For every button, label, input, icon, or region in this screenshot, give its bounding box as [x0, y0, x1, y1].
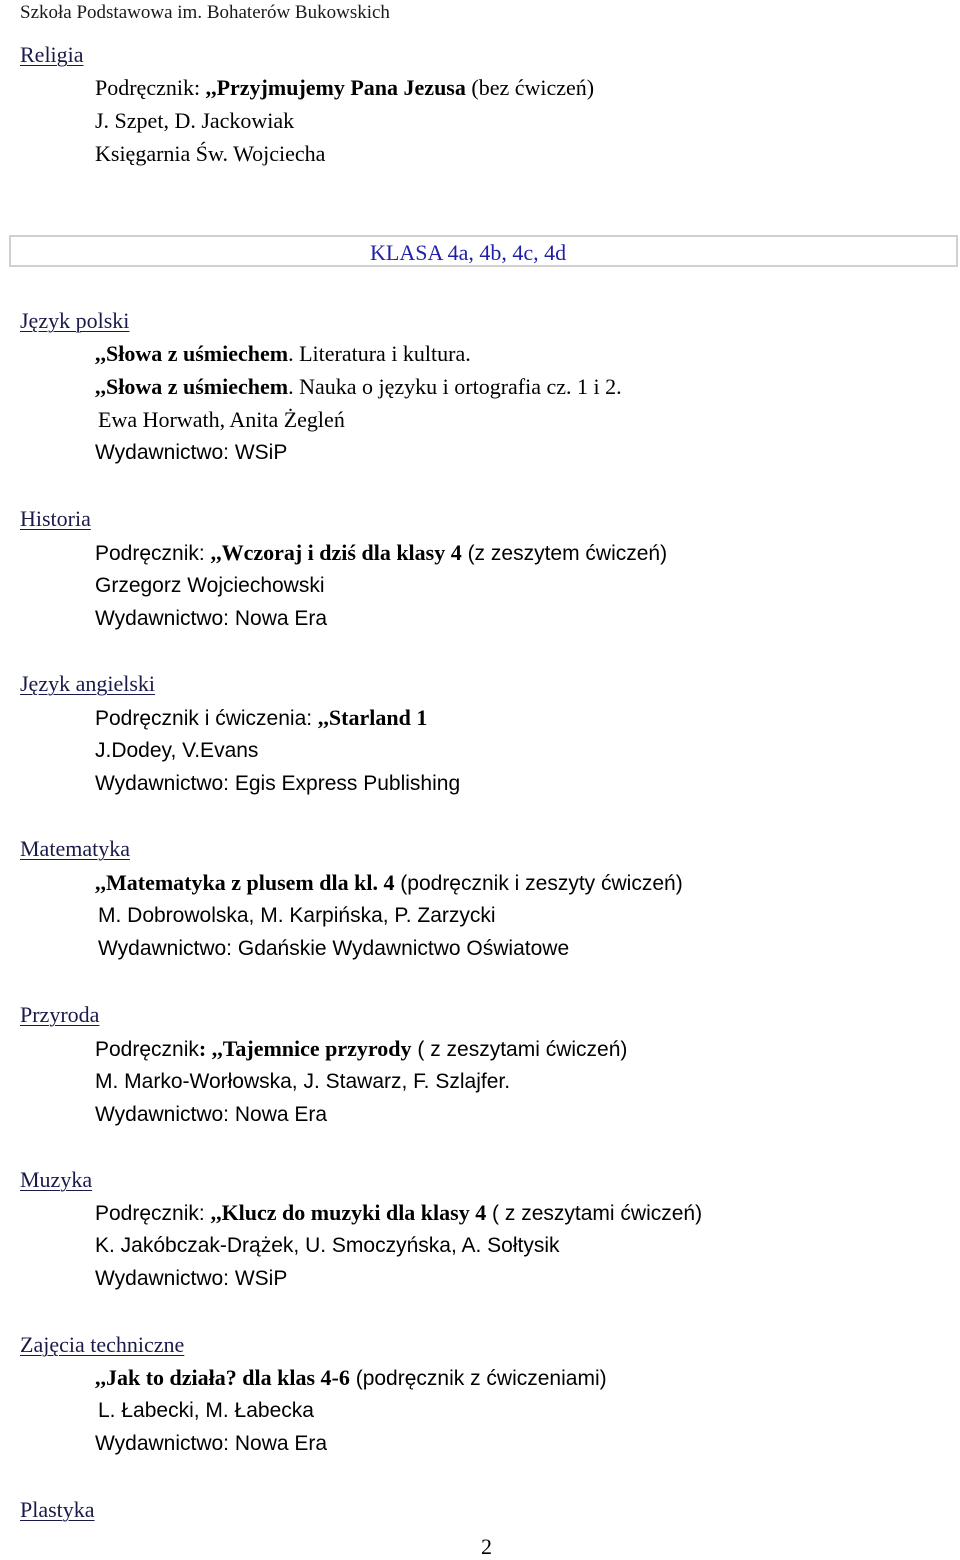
- book-suffix: ( z zeszytami ćwiczeń): [486, 1202, 703, 1225]
- subject-zajecia-techniczne: Zajęcia techniczne: [20, 1332, 185, 1357]
- book-title: ,,Jak to działa? dla klas 4-6: [95, 1365, 350, 1390]
- techniczne-book: [95, 1365, 607, 1392]
- book-title: ,,Matematyka z plusem dla kl. 4: [95, 870, 395, 895]
- techniczne-authors: L. Łabecki, M. Łabecka: [98, 1399, 314, 1422]
- book-title: ,,Przyjmujemy Pana Jezusa: [205, 75, 466, 100]
- book-suffix: (podręcznik i zeszyty ćwiczeń): [394, 872, 683, 895]
- subject-jezyk-polski: Język polski: [20, 308, 130, 333]
- historia-authors: Grzegorz Wojciechowski: [95, 574, 325, 597]
- historia-book: [95, 540, 667, 567]
- book-suffix: (bez ćwiczeń): [465, 75, 595, 100]
- polski-book-2: [95, 374, 622, 400]
- angielski-book: [95, 705, 427, 732]
- subject-historia: Historia: [20, 506, 91, 531]
- matematyka-publisher: Wydawnictwo: Gdańskie Wydawnictwo Oświatowe: [98, 937, 570, 960]
- subject-przyroda: Przyroda: [20, 1002, 100, 1027]
- book-prefix: Podręcznik:: [95, 542, 211, 565]
- page-number: 2: [481, 1534, 492, 1559]
- matematyka-book: [95, 870, 683, 897]
- subject-religia: Religia: [20, 42, 84, 67]
- muzyka-book: [95, 1200, 702, 1227]
- techniczne-publisher: Wydawnictwo: Nowa Era: [95, 1432, 328, 1455]
- book-suffix: (podręcznik z ćwiczeniami): [349, 1367, 607, 1390]
- muzyka-authors: K. Jakóbczak-Drążek, U. Smoczyńska, A. Sołtysik: [95, 1234, 560, 1257]
- book-prefix: Podręcznik:: [95, 1202, 211, 1225]
- book-title: ,,Wczoraj i dziś dla klasy 4: [210, 540, 462, 565]
- subject-jezyk-angielski: Język angielski: [20, 671, 156, 696]
- religia-publisher: Księgarnia Św. Wojciecha: [95, 141, 326, 166]
- matematyka-authors: M. Dobrowolska, M. Karpińska, P. Zarzycki: [98, 904, 496, 927]
- book-title: ,,Klucz do muzyki dla klasy 4: [210, 1200, 487, 1225]
- przyroda-authors: M. Marko-Worłowska, J. Stawarz, F. Szlajfer.: [95, 1070, 511, 1093]
- religia-book: [95, 75, 594, 101]
- przyroda-book: [95, 1036, 627, 1063]
- school-header: Szkoła Podstawowa im. Bohaterów Bukowskich: [20, 2, 390, 23]
- religia-authors: J. Szpet, D. Jackowiak: [95, 108, 295, 133]
- book-suffix: . Literatura i kultura.: [288, 341, 471, 366]
- muzyka-publisher: Wydawnictwo: WSiP: [95, 1267, 288, 1290]
- polski-book-1: [95, 341, 471, 367]
- book-title: ,,Słowa z uśmiechem: [95, 374, 289, 399]
- subject-muzyka: Muzyka: [20, 1167, 93, 1192]
- book-suffix: (z zeszytem ćwiczeń): [461, 542, 668, 565]
- book-title: ,,Słowa z uśmiechem: [95, 341, 289, 366]
- przyroda-publisher: Wydawnictwo: Nowa Era: [95, 1103, 328, 1126]
- polski-authors: Ewa Horwath, Anita Żegleń: [98, 407, 345, 432]
- subject-matematyka: Matematyka: [20, 836, 130, 861]
- subject-plastyka: Plastyka: [20, 1497, 95, 1522]
- angielski-publisher: Wydawnictwo: Egis Express Publishing: [95, 772, 461, 795]
- klasa-title: KLASA 4a, 4b, 4c, 4d: [370, 240, 567, 265]
- book-prefix: Podręcznik i ćwiczenia:: [95, 707, 318, 730]
- historia-publisher: Wydawnictwo: Nowa Era: [95, 607, 328, 630]
- book-title: ,,Starland 1: [317, 705, 428, 730]
- book-prefix: Podręcznik: [95, 1038, 199, 1061]
- angielski-authors: J.Dodey, V.Evans: [95, 739, 259, 762]
- polski-publisher: Wydawnictwo: WSiP: [95, 441, 288, 464]
- book-prefix: Podręcznik:: [95, 75, 206, 100]
- book-suffix: ( z zeszytami ćwiczeń): [411, 1038, 628, 1061]
- book-suffix: . Nauka o języku i ortografia cz. 1 i 2.: [288, 374, 622, 399]
- book-title: : ,,Tajemnice przyrody: [198, 1036, 412, 1061]
